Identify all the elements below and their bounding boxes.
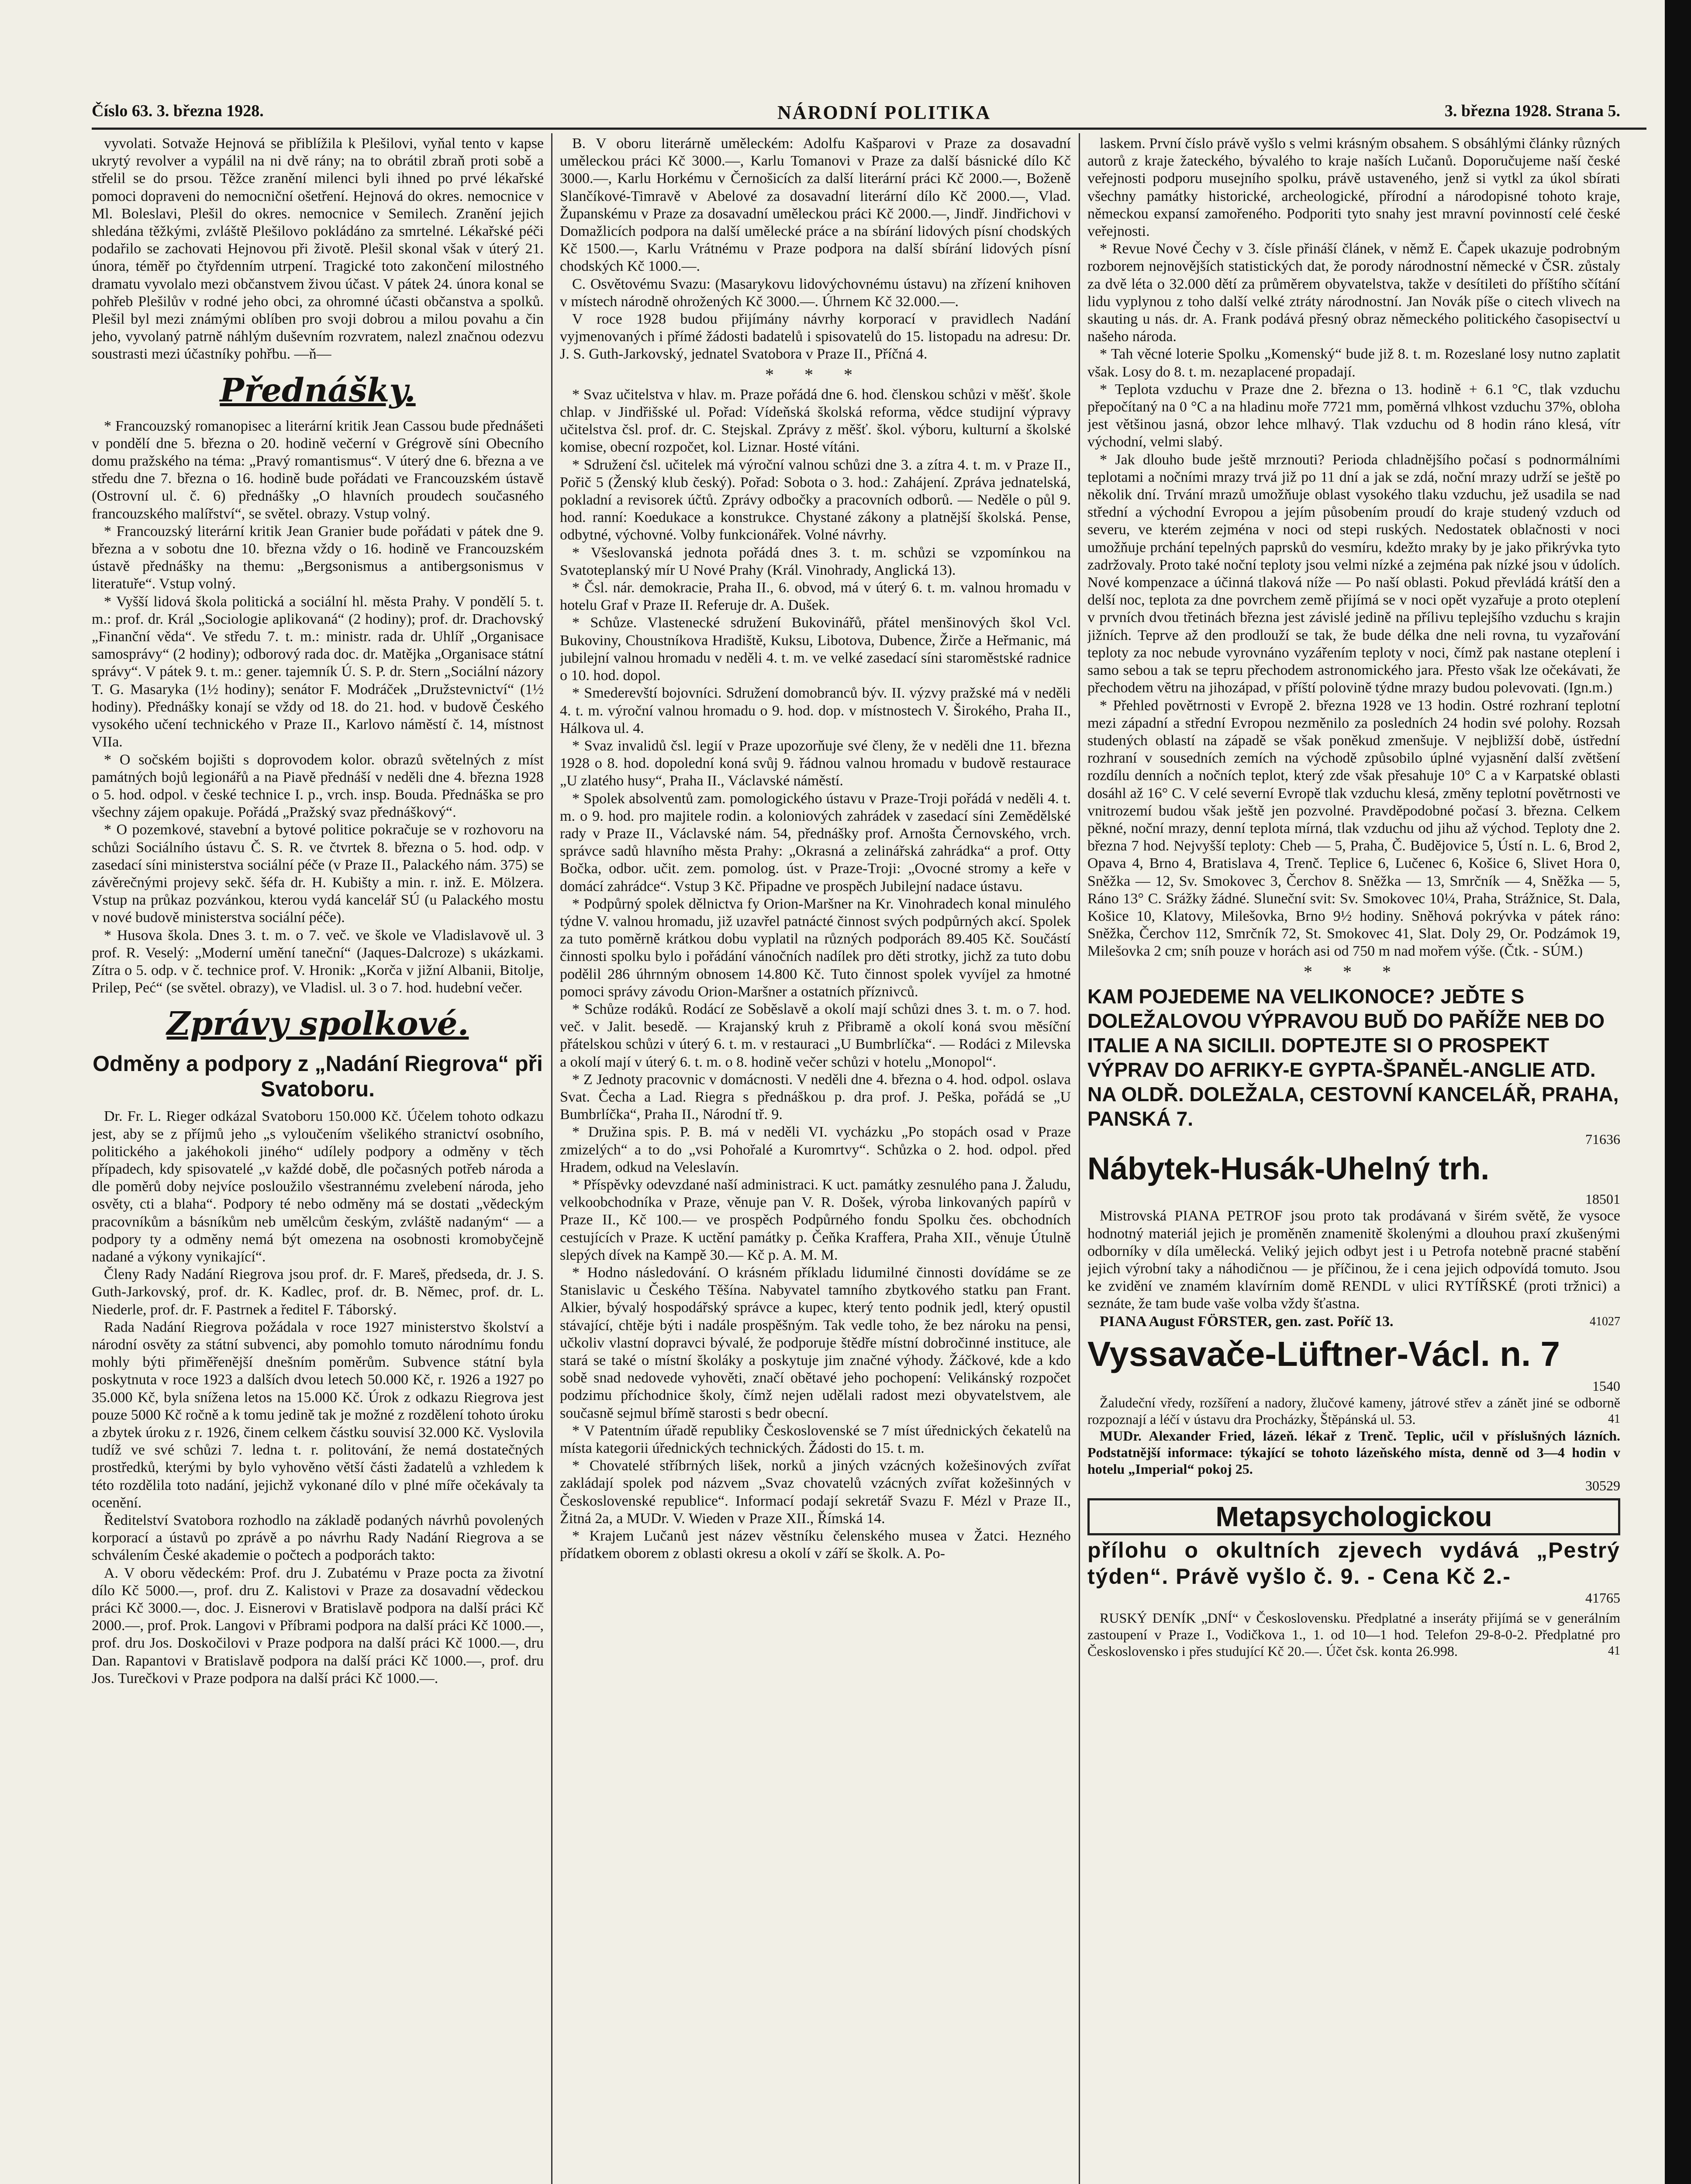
advertisement-newspaper bbox=[1087, 1610, 1620, 1659]
notice: * Teplota vzduchu v Praze dne 2. března o 13. hodině + 6.1 °C, tlak vzduchu přepočítaný na 0 °C a na hladinu moře 7721 mm, poměrná vlhkost vzduchu 37%, obloha jest většinou jasná, obzor lehce mlhavý. Tlak vzduchu od 8 hodin ráno klesá, vítr východní, velmi slabý. bbox=[1087, 381, 1620, 450]
advertisement-vacuum bbox=[1087, 1336, 1620, 1494]
notice: * Francouzský romanopisec a literární kritik Jean Cassou bude přednášeti v pondělí dne 5. března o 20. hodině večerní v Grégrově síni Obecního domu pražského na téma: „Pravý romantismus“. V úterý dne 6. března a ve středu dne 7. března o 16. hodině bude pořádati ve Francouzském ústavě (Ostrovní ul. č. 6) přednášky „O hlavních proudech současného francouzského malířství“, se světel. obrazy. Vstup volný. bbox=[92, 418, 544, 522]
ad-number: 18501 bbox=[1585, 1191, 1620, 1207]
advertisement-travel bbox=[1087, 984, 1620, 1147]
notice: * Krajem Lučanů jest název věstníku čelenského musea v Žatci. Hezného přídatkem oborem z oblasti okresu a okolí v září se školk. A. Po- bbox=[560, 1528, 1071, 1562]
ad-text: MUDr. Alexander Fried, lázeň. lékař z Trenč. Teplic, učil v příslušných lázních. Podstatnější informace: týkající se tohoto lázeňského místa, denně od 3—4 hodin v hotelu „Imperial“ pokoj 25. bbox=[1087, 1427, 1620, 1477]
article-text: Členy Rady Nadání Riegrova jsou prof. dr. F. Mareš, předseda, dr. J. S. Guth-Jarkovský, prof. dr. K. Kadlec, prof. dr. B. Němec, prof. dr. L. Niederle, prof. dr. F. Pastrnek a ředitel F. Táborský. bbox=[92, 1266, 544, 1318]
column-2 bbox=[560, 133, 1071, 2184]
notice: * Podpůrný spolek dělnictva fy Orion-Maršner na Kr. Vinohradech konal minulého týdne V. valnou hromadu, již uzavřel patnácté činnost svých podpůrných akcí. Spolek za tuto poměrně krátkou dobu vyplatil na různých podporách 89.405 Kč. Součástí činnosti spolku bylo i pořádání vánočních nadílek pro děti strotky, jichž za tuto dobu podělil 286 úhrnným obnosem 14.800 Kč. Tuto činnost spolek vyvíjel za hmotné pomoci správy závodu Orion-Maršner a ostatních příznivců. bbox=[560, 895, 1071, 1000]
column-1 bbox=[92, 133, 544, 2184]
notice: * Spolek absolventů zam. pomologického ústavu v Praze-Troji pořádá v neděli 4. t. m. o 9. hod. pro majitele rodin. a koloniových zahrádek v zasedací síni Zemědělské rady v Praze II., Václavské nám. 54, přednášky prof. Arnošta Černovského, vrch. správce sadů hlavního města Prahy: „Okrasná a zelinářská zahrádka“ a prof. Otty Bočka, odbor. učit. zem. pomolog. úst. v Praze-Troji: „Ovocné stromy a keře v domácí zahrádce“. Vstup 3 Kč. Připadne ve prospěch Jubilejní nadace ústavu. bbox=[560, 790, 1071, 895]
article-text: B. V oboru literárně uměleckém: Adolfu Kašparovi v Praze za dosavadní uměleckou práci Kč 3000.—, Karlu Tomanovi v Praze za další básnické dílo Kč 3000.—, Karlu Horkému v Černošicích za další literární práci Kč 2000.—, Boženě Slančíkové-Timravě v Abelové za dosavadní literární dílo Kč 2000.—, Vlad. Županskému v Praze za dosavadní uměleckou práci Kč 2000.—, Jindř. Jindřichovi v Domažlicích podpora na další umělecké práce a na sbírání lidových písní chodských Kč 1500.—, Karlu Vrátnému v Praze podpora na další sbírání lidových písní chodských Kč 1000.—. bbox=[560, 135, 1071, 275]
article-text: V roce 1928 budou přijímány návrhy korporací v pravidlech Nadání vyjmenovaných i přímé žádosti badatelů i spisovatelů do 15. listopadu na adresu: Dr. J. S. Guth-Jarkovský, jednatel Svatobora v Praze II., Příčná 4. bbox=[560, 311, 1071, 363]
column-3 bbox=[1087, 133, 1620, 2184]
ad-text: přílohu o okultních zjevech vydává „Pestrý týden“. Právě vyšlo č. 9. - Cena Kč 2.- bbox=[1087, 1538, 1620, 1589]
article-text: vyvolati. Sotvaže Hejnová se přiblížila k Plešilovi, vyňal tento v kapse ukrytý revolver a vypálil na ni dvě rány; na to obrátil zbraň proti sobě a střelil se do prsou. Těžce zranění milenci byli ihned po prvé lékařské pomoci dopraveni do nemocniční ošetření. Hejnová do okres. nemocnice v Ml. Boleslavi, Plešil do okres. nemocnice v Semilech. Zranění jejich shledána těžkými, zvláště Plešilovo pokládáno za smrtelné. Lékařské péči podařilo se zachovati Hejnovou při životě. Plešil skonal však v úterý 21. února, téměř po čtyřdenním utrpení. Tragické toto zakončení milostného dramatu vyvolalo mezi občanstvem živou účast. V pátek 24. února konal se pohřeb Plešilův v rodné jeho obci, za ohromné účasti občanstva a spolků. Plešil byl mezi známými oblíben pro svoji dobrou a milou povahu a čin jeho, vyvolaný patrně náhlým duševním rozvratem, nalezl značnou odezvu soustrasti mezi účastníky pohřbu. —ň— bbox=[92, 135, 544, 363]
article-text: Rada Nadání Riegrova požádala v roce 1927 ministerstvo školství a národní osvěty za státní subvenci, aby pomohlo tomuto národnímu fondu mohly býti přiměřenější dnešním poměrům. Subvence státní byla poskytnuta v roce 1923 a dalších dvou letech 50.000 Kč, r. 1926 a 1927 po 35.000 Kč, byla snížena letos na 15.000 Kč. Úrok z odkazu Riegrova jest pouze 5000 Kč ročně a k tomu jedině tak je možné z rozdělení tohoto úroku a zbytek úroku z r. 1926, činem celkem částku souvisí 32.000 Kč. Vyslovila tudíž ve své schůzi 7. ledna t. r. politování, že nemá dostatečných prostředků, kterými by bylo vyhověno větší části žadatelů a vzhledem k této rozdělila toto nadání, jejichž vykonané dílo v plné míře očekávaly ta ocenění. bbox=[92, 1319, 544, 1511]
notice: * Čsl. nár. demokracie, Praha II., 6. obvod, má v úterý 6. t. m. valnou hromadu v hotelu Graf v Praze II. Referuje dr. A. Dušek. bbox=[560, 580, 1071, 614]
article-text: laskem. První číslo právě vyšlo s velmi krásným obsahem. S obsáhlými články různých autorů z kraje žateckého, bývalého to kraje naších Lučanů. Doporučujeme naší české veřejnosti podporu musejního spolku, právě ustaveného, jenž si vytkl za úkol sbírati všechny památky historické, archeologické, přírodní a národopisné tohoto kraje, německou expansí zamořeného. Podporiti tyto snahy jest mravní povinností celé české veřejnosti. bbox=[1087, 135, 1620, 240]
notice: * V Patentním úřadě republiky Československé se 7 míst úřednických čekatelů na místa kategorii úřednických technických. Žádosti do 15. t. m. bbox=[560, 1422, 1071, 1457]
ad-number: 41027 bbox=[1590, 1314, 1620, 1328]
notice: * Schůze rodáků. Rodácí ze Soběslavě a okolí mají schůzi dnes 3. t. m. o 7. hod. več. v Jalit. besedě. — Krajanský kruh z Přibramě a okolí koná svou měsíční přátelskou schůzi v úterý 6. t. m. v restauraci „U Bumbrlíčka“. — Rodáci z Milevska a okolí mají v úterý 6. t. m. o 8. hodině večer schůzi v hotelu „Monopol“. bbox=[560, 1001, 1071, 1070]
ad-headline: KAM POJEDEME NA VELIKONOCE? JEĎTE S DOLEŽALOVOU VÝPRAVOU BUĎ DO PAŘÍŽE NEB DO ITALIE A NA SICILII. DOPTEJTE SI O PROSPEKT VÝPRAV DO AFRIKY-E GYPTA-ŠPANĚL-ANGLIE ATD. NA OLDŘ. DOLEŽALA, CESTOVNÍ KANCELÁŘ, PRAHA, PANSKÁ 7. bbox=[1087, 985, 1619, 1130]
notice: * Husova škola. Dnes 3. t. m. o 7. več. ve škole ve Vladislavově ul. 3 prof. R. Veselý: „Moderní umění taneční“ (Jaques-Dalcroze) s ukázkami. Zítra o 5. odp. v č. technice prof. V. Hronik: „Korča v jižní Albanii, Bitolje, Prilep, Peć“ (se světel. obrazy), ve Vladisl. ul. 3 o 7. hod. hudební večer. bbox=[92, 927, 544, 996]
notice: * Družina spis. P. B. má v neděli VI. vycházku „Po stopách osad v Praze zmizelých“ a to do „vsi Pohořalé a Kuromrtvy“. Schůzka o 2. hod. odpol. před Hradem, odkud na Veleslavín. bbox=[560, 1124, 1071, 1175]
notice: * Tah věcné loterie Spolku „Komenský“ bude již 8. t. m. Rozeslané losy nutno zaplatit však. Losy do 8. t. m. nezaplacené propadají. bbox=[1087, 346, 1620, 380]
notice: * Příspěvky odevzdané naší administraci. K uct. památky zesnulého pana J. Žaludu, velkoobchodníka v Praze, věnuje pan V. R. Došek, výroba linkovaných papírů v Praze II., Kč 100.— ve prospěch Podpůrného fondu Spolku čes. obchodních cestujících v Praze. K uctění památky p. Čeňka Kraffera, Praha XII., věnuje Útulně slepých dívek na Kampě 30.— Kč p. A. M. M. bbox=[560, 1176, 1071, 1263]
article-text: A. V oboru vědeckém: Prof. dru J. Zubatému v Praze pocta za životní dílo Kč 5000.—, prof. dru Z. Kalistovi v Praze za dosavadní vědeckou práci Kč 3000.—, doc. J. Eisnerovi v Bratislavě podpora na další práci Kč 2000.—, prof. Prok. Langovi v Příbrami podpora na další práci Kč 1000.—, prof. dru Jos. Doskočilovi v Praze podpora na další práci Kč 1000.—, dru Dan. Rapantovi v Bratislavě podpora na další práci Kč 1000.—, prof. dru Jos. Turečkovi v Praze podpora na další práci Kč 1000.—. bbox=[92, 1565, 544, 1686]
ad-headline: Metapsychologickou bbox=[1087, 1498, 1620, 1535]
issue-number: Číslo 63. 3. března 1928. bbox=[92, 102, 264, 120]
advertisement-furniture bbox=[1087, 1153, 1620, 1330]
ad-text: Mistrovská PIANA PETROF jsou proto tak prodávaná v širém světě, že vysoce hodnotný materiál jejich je proměněn znamenitě školenými a dlouhou praxí zkušenými odborníky v díla umělecká. Veliký jejich odbyt jest i u Petrofa notebně pracné stabění jejich výrobní taky a náhodičnou — je příčinou, že i cena jejich odpovídá tomuto. Jsou ke zvidění ve znamém klavírním domě RENDL v ulici RYTÍŘSKÉ (proti tržnici) a seznáte, že tam bude vaše volba vždy šťastna. bbox=[1087, 1208, 1620, 1312]
article-text: Dr. Fr. L. Rieger odkázal Svatoboru 150.000 Kč. Účelem tohoto odkazu jest, aby se z příjmů jeho „s vyloučením všelikého stranictví osobního, politického a jakéhokoli jiného“ udílely podpory a odměny v těch případech, kdy spisovatelé „v každé době, dle počasných potřeb národa a dle poměrů doby nejvíce posloužilo všestrannému zvelebení národa, jeho osvěty, cti a blaha“. Podpory té nebo odměny má se dostati „vědeckým pracovníkům a básníkům neb umělcům českým, zvláště nadaným“ — a podpory ty a odměny nemá být omezena na osobnosti kromobyčejně nadané a výkony vynikající“. bbox=[92, 1108, 544, 1265]
page-date: 3. března 1928. Strana 5. bbox=[1444, 102, 1620, 120]
notice: * Všeslovanská jednota pořádá dnes 3. t. m. schůzi se vzpomínkou na Svatoteplanský mír U Nové Prahy (Král. Vinohrady, Anglická 13). bbox=[560, 544, 1071, 578]
notice: * Jak dlouho bude ještě mrznouti? Perioda chladnějšího počasí s podnormálními teplotami a nočními mrazy trvá již po 11 dní a jak se zdá, noční mrazy udrží se ještě po několik dní. Trvání mrazů umožňuje oblast vysokého tlaku vzduchu, jež usadila se nad střední a východní Evropou a jejím působením proudí do kraje studený vzduch od severu, ve kterém zejména v noci od stepi ruských. Nedostatek oblačnosti v noci umožňuje prchání tepelných paprsků do vesmíru, kdežto mraky by je jako přikrývka tyto zadržovaly. Proto také noční teploty jsou velmi nízké a zejména pak nízké jsou v údolích. Nové kompenzace a účinná tlaková níže — Po naší oblasti. Pokud převládá krátší den a delší noc, teplota za dne povrchem země přijímá se v noci opět vyzařuje a proto oteplení v prvních dvou třetinách března jest závislé jedině na přílivu teplejšího vzduchu s krajin jižních. Teprve až den prodlouží se tak, že bude délka dne neli rovna, tu vyzařování teploty za noc nebude vyrovnáno vyzářením teploty v noci, čímž pak nastane oteplení i samo sebou a tak se tepru přechodem astronomického jara. Přesto však lze očekávati, že přechodem větru na jihozápad, v příští polovině týdne mrazy budou polevovati. (Ign.m.) bbox=[1087, 451, 1620, 696]
notice: * Svaz učitelstva v hlav. m. Praze pořádá dne 6. hod. členskou schůzi v měšť. škole chlap. v Jindřišské ul. Pořad: Vídeňská školská reforma, vědce studijní výpravy učitelstva čsl. prof. dr. C. Stejskal. Zprávy z měšť. škol. výboru, kulturní a školské komise, obecní rozpočet, kol. Liznar. Hosté vítáni. bbox=[560, 386, 1071, 456]
article-text: C. Osvětovému Svazu: (Masarykovu lidovýchovnému ústavu) na zřízení knihoven v místech národně ohrožených Kč 3000.—. Úhrnem Kč 32.000.—. bbox=[560, 276, 1071, 310]
section-heading: Zprávy spolkové. bbox=[166, 1005, 469, 1043]
ad-text bbox=[1087, 1394, 1620, 1427]
column-rule bbox=[1079, 133, 1080, 2184]
header-rule bbox=[92, 128, 1646, 130]
ad-number: 41765 bbox=[1585, 1590, 1620, 1606]
notice: * Chovatelé stříbrných lišek, norků a jiných vzácných kožešinových zvířat zakládají spolek pod názvem „Svaz chovatelů vzácných zvířat kožešinných v Československé republice“. Informací podají sekretář Svazu F. Mézl v Praze II., Žitná 2a, a MUDr. V. Wieden v Praze XII., Římská 14. bbox=[560, 1458, 1071, 1527]
notice: * Smederevští bojovníci. Sdružení domobranců býv. II. výzvy pražské má v neděli 4. t. m. výroční valnou hromadu o 9. hod. dop. v místnostech V. Širokého, Praha II., Hálkova ul. 4. bbox=[560, 685, 1071, 736]
ad-text bbox=[1087, 1313, 1620, 1330]
advertisement-weekly bbox=[1087, 1498, 1620, 1606]
notice: * Vyšší lidová škola politická a sociální hl. města Prahy. V pondělí 5. t. m.: prof. dr. Král „Sociologie aplikovaná“ (2 hodiny); prof. dr. Drachovský „Finanční věda“. Ve středu 7. t. m.: ministr. rada dr. Uhlíř „Organisace samosprávy“ (2 hodiny); odborový rada doc. dr. Matějka „Organisace státní správy“. V pátek 9. t. m.: gener. tajemník Ú. S. P. dr. Stern „Sociální názory T. G. Masaryka (1½ hodiny); senátor F. Modráček „Družstevnictví“ (1½ hodiny). Přednášky konají se vždy od 18. do 21. hod. v budově Českého vysokého učení technického v Praze II., Karlovo náměstí č. 14, místnost VIIa. bbox=[92, 593, 544, 750]
masthead-title: NÁRODNÍ POLITIKA bbox=[777, 102, 991, 123]
ad-headline: Nábytek-Husák-Uhelný trh. bbox=[1087, 1151, 1490, 1186]
notice: * Hodno následování. O krásném příkladu lidumilné činnosti dovídáme se ze Stanislavic u Českého Těšína. Nabyvatel tamního zbytkového statku pan Frant. Alkier, bývalý hospodářský správce a kupec, který tento podnik jedl, který opustil stávající, chtěje býti i nadále prospěšným. Tak vedle toho, že bez nároku na pensi, učkoliv vlastní dopravci bývalé, že podporuje štědře místní dobročinné instituce, ale stará se také o místní školáky a poskytuje jim značné výhody. Žáčkové, kde a kdo sobě snad nedovede vyhověti, značí obětavé jeho pochopení: Velikánský rozpočet podzimu příchodnice školy, čímž nejen udělali radost mezi obyvatelstvem, ale současně sejmul břímě starosti s bedr obecní. bbox=[560, 1265, 1071, 1421]
section-heading: Přednášky. bbox=[220, 371, 416, 409]
notice: * O sočském bojišti s doprovodem kolor. obrazů světelných z míst památných bojů legionářů a na Piavě přednáší v neděli dne 4. března 1928 o 5. hod. odpol. v české technice I. p., vrch. insp. Bouda. Přednáška se pro všechny zájem opakuje. Pořádá „Pražský svaz přednáškový“. bbox=[92, 751, 544, 821]
column-rule bbox=[551, 133, 552, 2184]
ad-number: 41 bbox=[1608, 1412, 1620, 1426]
notice: * Revue Nové Čechy v 3. čísle přináší článek, v němž E. Čapek ukazuje podrobným rozborem nejnovějších statistických dat, že porody národnostní německé v ČSR. zůstaly za dvě léta o 32.000 dětí za průměrem obyvatelstva, takže v desítileti do příštího sčítání lidu vyplynou z toho další velké ztráty národnostní. Jan Novák píše o citech vlivech na skauting u nás. dr. A. Frank podává přesný obraz německého politického časopisectví u našeho národa. bbox=[1087, 241, 1620, 345]
scan-edge bbox=[1665, 0, 1691, 2184]
ad-piano-line: PIANA August FÖRSTER, gen. zast. Poříč 13. bbox=[1100, 1313, 1394, 1330]
notice: * Přehled povětrnosti v Evropě 2. března 1928 ve 13 hodin. Ostré rozhraní teplotní mezi západní a střední Evropou nezměnilo za posledních 24 hodin své polohy. Rozsah studených oblastí na západě se však poněkud zmenšuje. V nejbližší době, ústřední rozhraní v sousedních zemích na východě způsobilo úplné vyjasnění další zvětšení rozdílu denních a nočních teplot, který zde však přesahuje 10° C a v Karpatské oblasti dosáhl až 16° C. V celé severní Evropě tlak vzduchu klesá, změny teplotní povětrnosti ve vnitrozemí budou však ještě jen pozvolné. Pravděpodobné počasí 3. března. Celkem pěkné, noční mrazy, denní teplota mírná, tlak vzduchu od jihu až východ. Teploty dne 2. března 7 hod. Nejvyšší teploty: Cheb — 5, Praha, Č. Budějovice 5, Ústí n. L. 6, Brod 2, Opava 4, Brno 4, Bratislava 4, Trenč. Teplice 6, Lučenec 6, Košice 6, Slivet Hora 0, Sněžka — 12, Sv. Smokovec 3, Čerchov 8. Sněžka — 13, Smrčník — 4, Sněžka — 5, Ráno 13° C. Srážky žádné. Sluneční svit: Sv. Smokovec 10¼, Praha, Strážnice, St. Dala, Košice 10, Klatovy, Milešovka, Brno 9½ hodiny. Sněhová pokrývka v pátek ráno: Sněžka, Čerchov 112, Smrčník 72, St. Smokovec 41, Slat. Doly 29, Or. Podzámok 19, Milešovka 2 cm; sníh pouze v horách asi od 750 m nad mořem výše. (Čtk. - SÚM.) bbox=[1087, 697, 1620, 960]
ad-clinic-text: Žaludeční vředy, rozšíření a nadory, žlučové kameny, játrové střev a zánět jiné se odborně rozpoznají a léčí v ústavu dra Procházky, Štěpánská ul. 53. bbox=[1087, 1394, 1620, 1427]
notice: * Francouzský literární kritik Jean Granier bude pořádati v pátek dne 9. března a v sobotu dne 10. března vždy o 16. hodině ve Francouzském ústavě přednášky na themu: „Bergsonismus a antibergsonismus v literatuře“. Vstup volný. bbox=[92, 523, 544, 592]
ad-number: 1540 bbox=[1592, 1378, 1620, 1394]
ad-russian-daily: RUSKÝ DENÍK „DNÍ“ v Československu. Předplatné a inseráty přijímá se v generálním zastoupení v Praze I., Vodičkova 1., 1. od 10—1 hod. Telefon 29-8-0-2. Předplatné pro Československo i přes studující Kč 20.—. Účet čsk. konta 26.998. bbox=[1087, 1610, 1620, 1659]
ad-text bbox=[1087, 1610, 1620, 1659]
article-text: Ředitelství Svatobora rozhodlo na základě podaných návrhů povolených korporací a ústavů po zprávě a po návrhu Rady Nadání Riegrova a se schválením České akademie o počtech a podporách takto: bbox=[92, 1512, 544, 1564]
notice: * O pozemkové, stavební a bytové politice pokračuje se v rozhovoru na schůzi Sociálního ústavu Č. S. R. ve čtvrtek 8. března o 5. hod. odp. v zasedací síni ministerstva sociální péče (v Praze II., Palackého nám. 375) se závěrečnými projevy sekč. šéfa dr. H. Kubišty a min. r. inž. E. Mölzera. Vstup na průkaz pozvánkou, kterou vydá kancelář SÚ (u Palackého mostu v nové budově ministerstva sociální péče). bbox=[92, 822, 544, 926]
separator-stars: * * * bbox=[765, 364, 866, 384]
ad-number: 41 bbox=[1608, 1644, 1620, 1658]
notice: * Svaz invalidů čsl. legií v Praze upozorňuje své členy, že v neděli dne 11. března 1928 o 8. hod. dopolední koná svůj 9. řádnou valnou hromadu v budově restaurace „U zlatého husy“, Praha II., Václavské náměstí. bbox=[560, 737, 1071, 789]
page-header bbox=[92, 101, 1646, 128]
article-headline: Odměny a podpory z „Nadání Riegrova“ při Svatoboru. bbox=[93, 1051, 543, 1102]
notice: * Schůze. Vlastenecké sdružení Bukovinářů, přátel menšinových škol Vcl. Bukoviny, Choustníkova Hradiště, Kuksu, Libotova, Dubence, Žirče a Heřmanic, má jubilejní valnou hromadu v neděli 4. t. m. ve velké zasedací síni staroměstské radnice o 10. hod. dopol. bbox=[560, 615, 1071, 684]
ad-number: 30529 bbox=[1585, 1477, 1620, 1493]
separator-stars: * * * bbox=[1304, 961, 1404, 981]
notice: * Sdružení čsl. učitelek má výroční valnou schůzi dne 3. a zítra 4. t. m. v Praze II., Pořič 5 (Ženský klub český). Pořad: Sobota o 3. hod.: Zahájení. Zpráva jednatelská, pokladní a revisorek účtů. Zprávy odbočky a pracovních odborů. — Neděle o půl 9. hod. ranní: Koedukace a konstrukce. Chystané zákony a platnější školská. Pense, odbytné, výchovné. Volby funkcionářek. Volné návrhy. bbox=[560, 456, 1071, 543]
ad-number: 71636 bbox=[1585, 1131, 1620, 1147]
notice: * Z Jednoty pracovnic v domácnosti. V neděli dne 4. března o 4. hod. odpol. oslava Svat. Čecha a Lad. Riegra s přednáškou p. dra prof. J. Peška, pořádá se „U Bumbrlíčka“, Praha II., Národní tř. 9. bbox=[560, 1071, 1071, 1123]
ad-headline: Vyssavače-Lüftner-Václ. n. 7 bbox=[1087, 1334, 1560, 1373]
